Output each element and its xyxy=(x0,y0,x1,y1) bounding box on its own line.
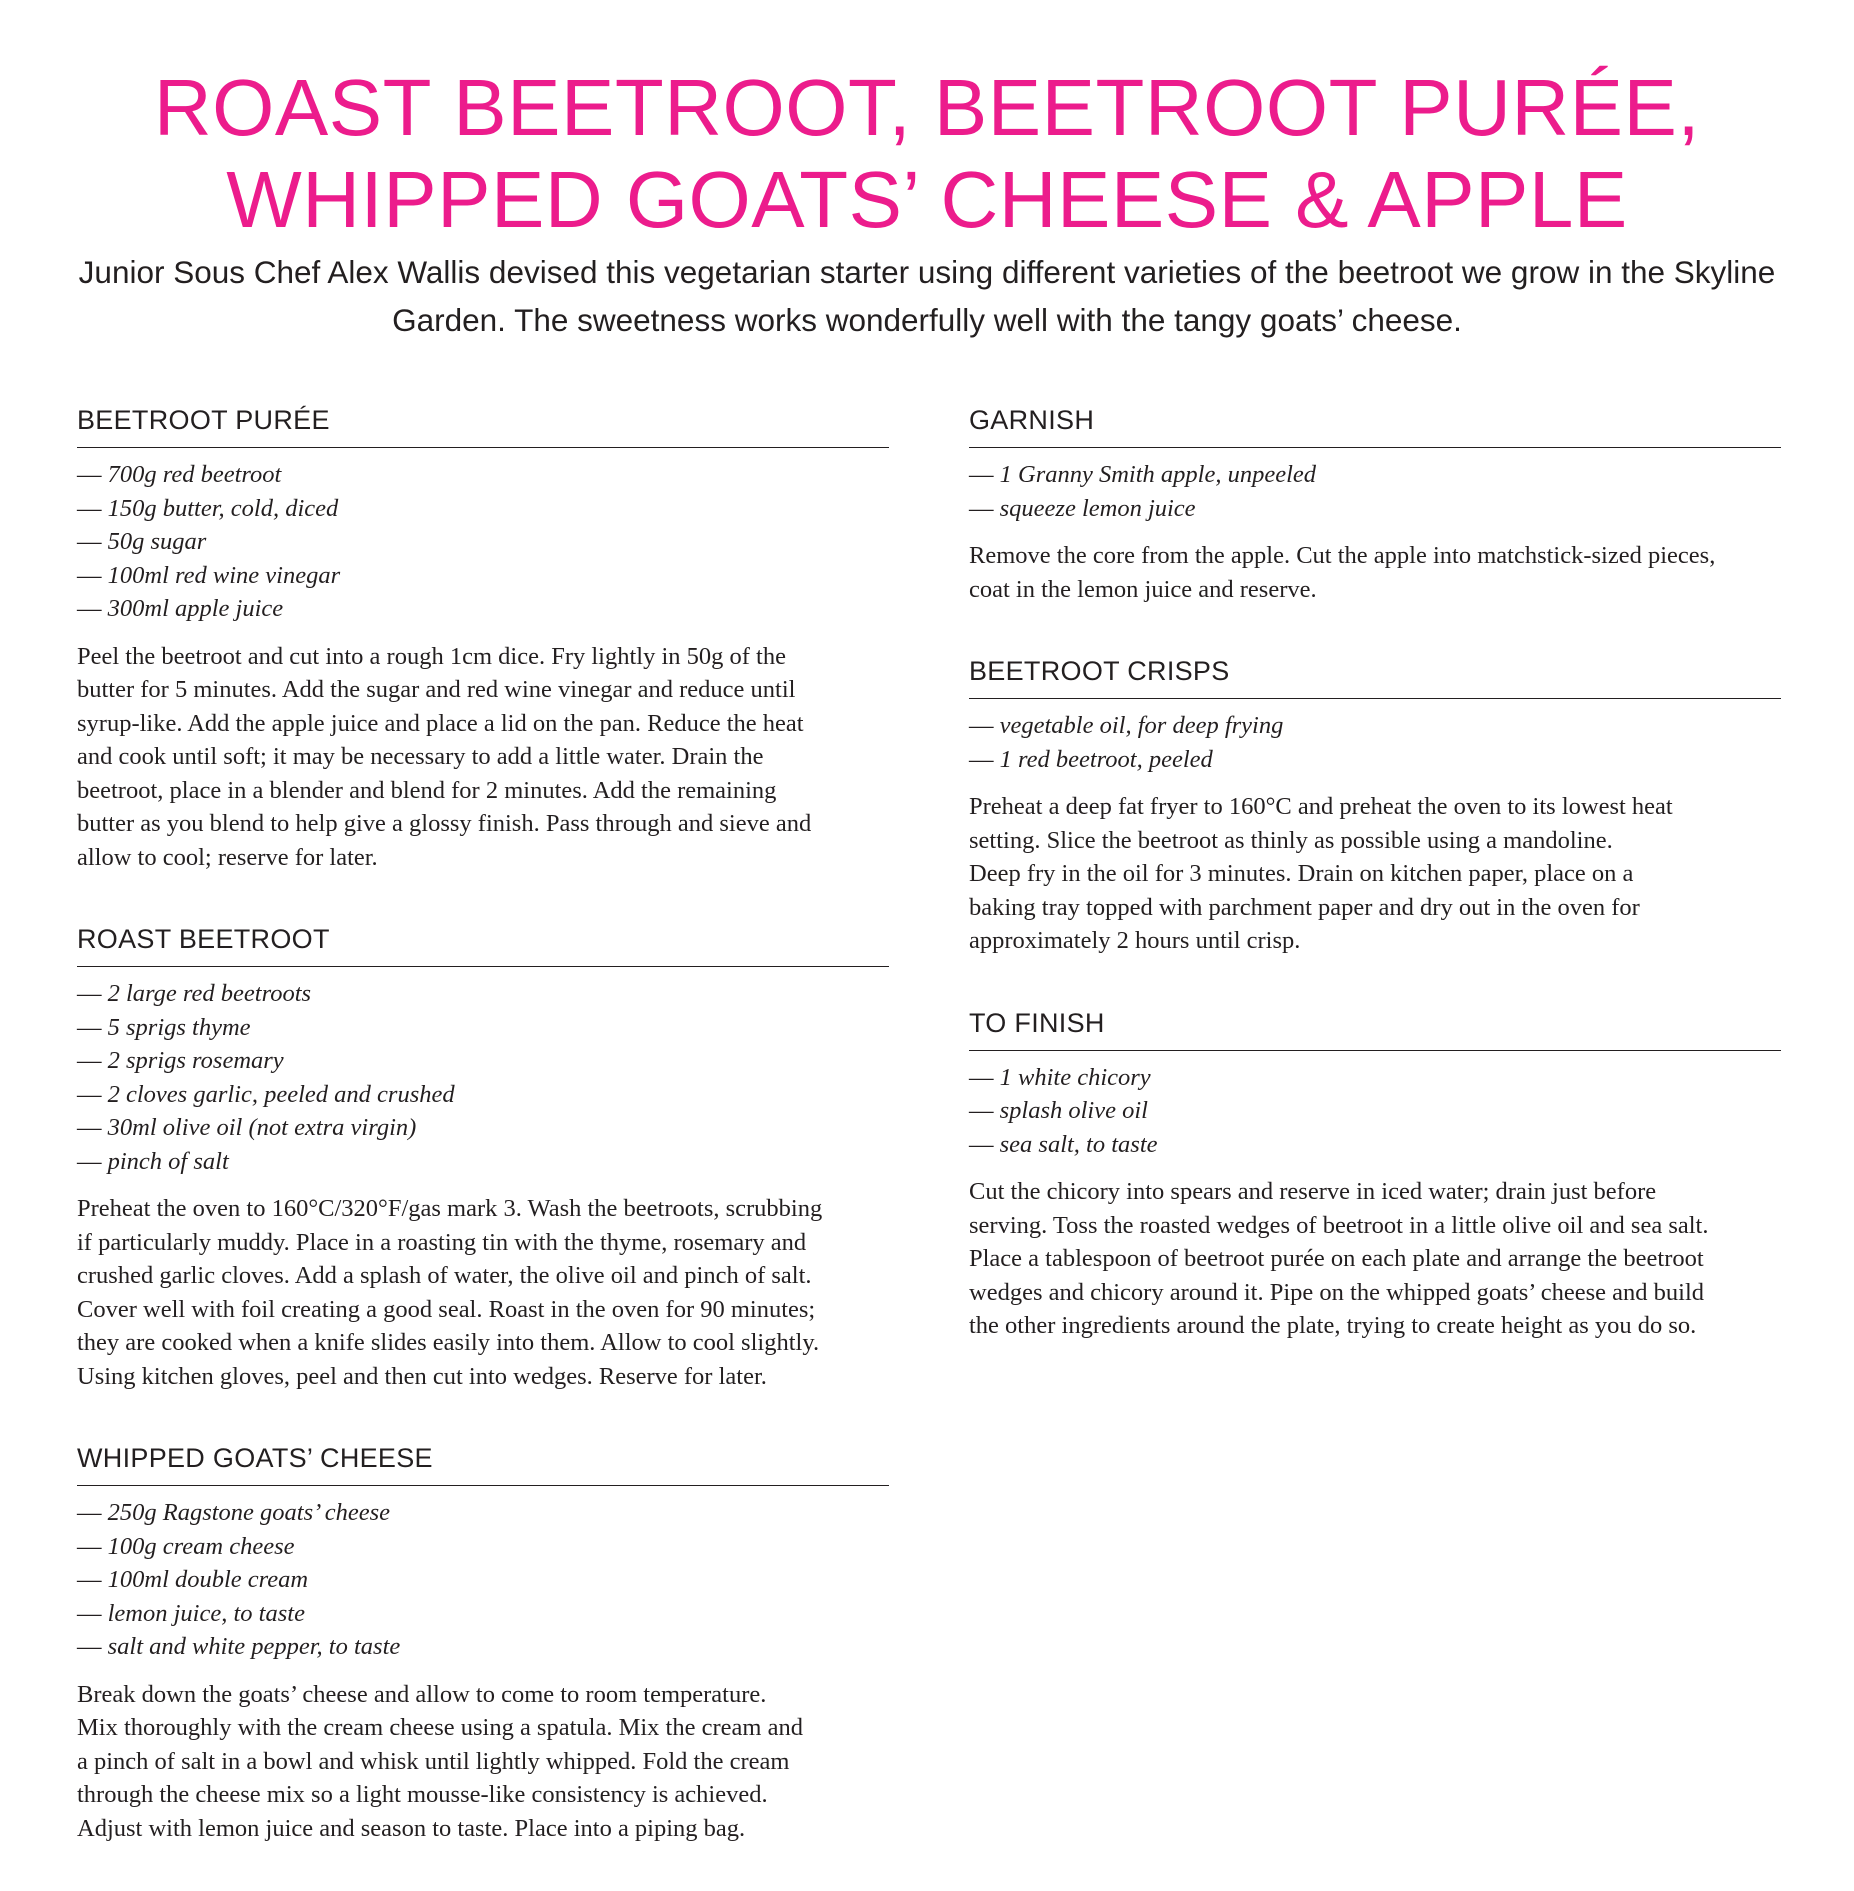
ingredient-list xyxy=(77,1496,889,1664)
ingredient-item: — 30ml olive oil (not extra virgin) xyxy=(77,1114,417,1141)
method-text: Peel the beetroot and cut into a rough 1cm dice. Fry lightly in 50g of the butter for 5 minutes. Add the sugar and red wine vinegar and reduce until syrup-like. Add the apple juice and place a lid on the pan. Reduce the heat and cook until soft; it may be necessary to add a little water. Drain the beetroot, place in a blender and blend for 2 minutes. Add the remaining butter as you blend to help give a glossy finish. Pass through and sieve and allow to cool; reserve for later. xyxy=(77,642,812,871)
section-whipped-goats-cheese xyxy=(77,1439,889,1845)
ingredient-item: — lemon juice, to taste xyxy=(77,1599,305,1627)
ingredient-item: — 1 white chicory xyxy=(969,1063,1151,1091)
ingredient-item: — 1 Granny Smith apple, unpeeled xyxy=(969,461,1317,488)
title-line-1: ROAST BEETROOT, BEETROOT PURÉE, xyxy=(153,63,1701,152)
method-text: Remove the core from the apple. Cut the apple into matchstick-sized pieces, coat in the lemon juice and reserve. xyxy=(969,542,1716,603)
ingredient-item: — 2 large red beetroots xyxy=(77,980,312,1007)
section-heading: ROAST BEETROOT xyxy=(77,920,889,967)
section-garnish xyxy=(969,401,1781,606)
section-heading: WHIPPED GOATS’ CHEESE xyxy=(77,1439,889,1486)
ingredient-item: — 250g Ragstone goats’ cheese xyxy=(77,1499,390,1526)
method-text: Preheat a deep fat fryer to 160°C and preheat the oven to its lowest heat setting. Slice the beetroot as thinly as possible using a mandoline. Deep fry in the oil for 3 minutes. Drain on kitchen paper, place on a baking tray topped with parchment paper and dry out in the oven for approximately 2 hours until crisp. xyxy=(969,793,1673,954)
right-column xyxy=(969,401,1781,1389)
ingredient-item: — 2 cloves garlic, peeled and crushed xyxy=(77,1080,455,1108)
method-text: Break down the goats’ cheese and allow to come to room temperature. Mix thoroughly with the cream cheese using a spatula. Mix the cream and a pinch of salt in a bowl and whisk until lightly whipped. Fold the cream through the cheese mix so a light mousse-like consistency is achieved. Adjust with lemon juice and season to taste. Place into a piping bag. xyxy=(77,1680,803,1842)
intro-text: Junior Sous Chef Alex Wallis devised this vegetarian starter using different varieties of the beetroot we grow in the Skyline Garden. The sweetness works wonderfully well with the tangy goats’ cheese. xyxy=(78,254,1776,338)
ingredient-item: — 5 sprigs thyme xyxy=(77,1013,251,1041)
section-heading: BEETROOT CRISPS xyxy=(969,652,1781,699)
method-text: Preheat the oven to 160°C/320°F/gas mark 3. Wash the beetroots, scrubbing if particularly muddy. Place in a roasting tin with the thyme, rosemary and crushed garlic cloves. Add a splash of water, the olive oil and pinch of salt. Cover well with foil creating a good seal. Roast in the oven for 90 minutes; they are cooked when a knife slides easily into them. Allow to cool slightly. Using kitchen gloves, peel and then cut into wedges. Reserve for later. xyxy=(77,1195,823,1390)
section-beetroot-puree xyxy=(77,401,889,874)
ingredient-item: — 100ml red wine vinegar xyxy=(77,561,341,589)
ingredient-list xyxy=(969,709,1781,776)
section-roast-beetroot xyxy=(77,920,889,1393)
ingredient-item: — 100ml double cream xyxy=(77,1566,309,1593)
ingredient-list xyxy=(969,458,1781,525)
title-line-2: WHIPPED GOATS’ CHEESE & APPLE xyxy=(226,155,1628,244)
ingredient-list xyxy=(77,977,889,1178)
ingredient-item: — pinch of salt xyxy=(77,1147,229,1175)
ingredient-item: — sea salt, to taste xyxy=(969,1130,1158,1158)
left-column xyxy=(77,401,889,1891)
ingredient-item: — 300ml apple juice xyxy=(77,595,284,622)
method-text: Cut the chicory into spears and reserve in iced water; drain just before serving. Toss the roasted wedges of beetroot in a little olive oil and sea salt. Place a tablespoon of beetroot purée on each plate and arrange the beetroot wedges and chicory around it. Pipe on the whipped goats’ cheese and build the other ingredients around the plate, trying to create height as you do so. xyxy=(969,1178,1709,1339)
ingredient-item: — 2 sprigs rosemary xyxy=(77,1047,284,1074)
ingredient-item: — salt and white pepper, to taste xyxy=(77,1633,401,1660)
section-heading: TO FINISH xyxy=(969,1004,1781,1051)
ingredient-item: — squeeze lemon juice xyxy=(969,494,1196,522)
ingredient-item: — 1 red beetroot, peeled xyxy=(969,745,1213,773)
section-to-finish xyxy=(969,1004,1781,1343)
section-heading: GARNISH xyxy=(969,401,1781,448)
page-title xyxy=(0,62,1854,246)
ingredient-item: — 150g butter, cold, diced xyxy=(77,494,339,522)
ingredient-item: — 50g sugar xyxy=(77,528,207,555)
ingredient-item: — vegetable oil, for deep frying xyxy=(969,712,1284,739)
ingredient-item: — 100g cream cheese xyxy=(77,1532,295,1560)
section-beetroot-crisps xyxy=(969,652,1781,958)
ingredient-list xyxy=(77,458,889,626)
section-heading: BEETROOT PURÉE xyxy=(77,401,889,448)
ingredient-item: — 700g red beetroot xyxy=(77,461,282,488)
ingredient-list xyxy=(969,1061,1781,1162)
ingredient-item: — splash olive oil xyxy=(969,1097,1148,1124)
